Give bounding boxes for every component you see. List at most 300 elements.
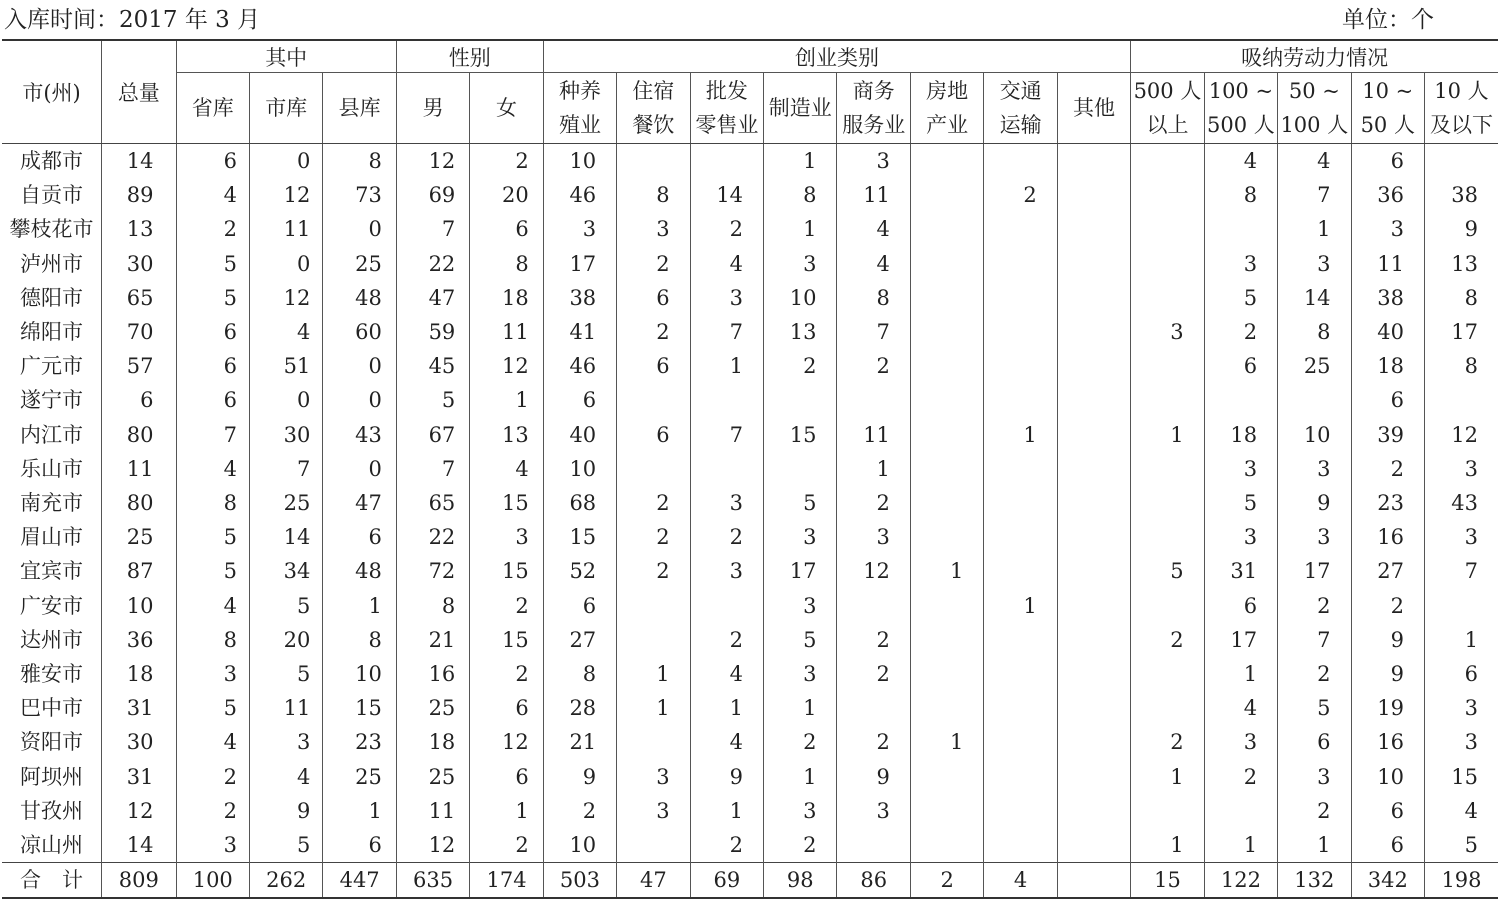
table-cell: 3 bbox=[764, 520, 837, 554]
table-cell: 5 bbox=[1278, 691, 1351, 725]
table-cell: 2 bbox=[176, 794, 249, 828]
table-row bbox=[2, 725, 1498, 759]
city-name: 宜宾市 bbox=[2, 554, 102, 588]
table-cell: 15 bbox=[323, 691, 396, 725]
table-cell: 7 bbox=[396, 212, 469, 246]
table-cell: 80 bbox=[102, 418, 176, 452]
table-cell bbox=[910, 486, 983, 520]
table-cell bbox=[1057, 794, 1130, 828]
table-cell: 6 bbox=[1424, 657, 1498, 691]
city-name: 德阳市 bbox=[2, 281, 102, 315]
table-cell: 39 bbox=[1351, 418, 1424, 452]
table-cell bbox=[617, 589, 690, 623]
table-cell bbox=[1057, 486, 1130, 520]
table-cell: 10 bbox=[543, 828, 616, 863]
table-cell: 4 bbox=[249, 760, 322, 794]
table-cell bbox=[1057, 178, 1130, 212]
table-cell: 16 bbox=[1351, 520, 1424, 554]
table-cell: 5 bbox=[176, 247, 249, 281]
table-cell: 198 bbox=[1424, 863, 1498, 899]
table-cell: 46 bbox=[543, 178, 616, 212]
city-name: 凉山州 bbox=[2, 828, 102, 863]
table-cell: 447 bbox=[323, 863, 396, 899]
table-cell bbox=[1057, 520, 1130, 554]
table-cell: 38 bbox=[543, 281, 616, 315]
table-cell: 635 bbox=[396, 863, 469, 899]
table-cell: 2 bbox=[470, 589, 543, 623]
table-cell: 48 bbox=[323, 554, 396, 588]
table-row bbox=[2, 383, 1498, 417]
table-cell: 41 bbox=[543, 315, 616, 349]
table-cell: 2 bbox=[764, 349, 837, 383]
table-cell: 5 bbox=[249, 589, 322, 623]
table-cell: 60 bbox=[323, 315, 396, 349]
table-cell: 13 bbox=[764, 315, 837, 349]
table-cell: 4 bbox=[470, 452, 543, 486]
table-cell: 3 bbox=[1204, 725, 1277, 759]
table-cell: 38 bbox=[1351, 281, 1424, 315]
table-cell: 15 bbox=[470, 486, 543, 520]
table-body bbox=[2, 144, 1498, 899]
col-labor-100-500: 100 ~ 500 人 bbox=[1204, 73, 1277, 144]
table-cell bbox=[1057, 349, 1130, 383]
table-cell: 23 bbox=[1351, 486, 1424, 520]
col-manufacturing: 制造业 bbox=[764, 73, 837, 144]
table-cell: 4 bbox=[837, 212, 910, 246]
table-row bbox=[2, 657, 1498, 691]
table-row bbox=[2, 554, 1498, 588]
table-cell: 6 bbox=[470, 760, 543, 794]
table-cell: 1 bbox=[837, 452, 910, 486]
table-cell bbox=[984, 760, 1057, 794]
table-cell bbox=[1057, 828, 1130, 863]
table-cell: 13 bbox=[470, 418, 543, 452]
table-cell: 5 bbox=[1131, 554, 1204, 588]
table-cell bbox=[1057, 383, 1130, 417]
table-row bbox=[2, 486, 1498, 520]
table-cell bbox=[984, 247, 1057, 281]
table-cell: 4 bbox=[176, 452, 249, 486]
table-cell: 3 bbox=[617, 794, 690, 828]
table-cell bbox=[984, 486, 1057, 520]
table-cell: 8 bbox=[1204, 178, 1277, 212]
table-cell bbox=[1057, 212, 1130, 246]
city-name: 遂宁市 bbox=[2, 383, 102, 417]
table-cell bbox=[617, 144, 690, 179]
city-name: 内江市 bbox=[2, 418, 102, 452]
table-cell bbox=[1278, 383, 1351, 417]
table-row bbox=[2, 520, 1498, 554]
table-cell bbox=[984, 794, 1057, 828]
table-cell bbox=[617, 828, 690, 863]
table-cell: 2 bbox=[764, 725, 837, 759]
city-name: 巴中市 bbox=[2, 691, 102, 725]
table-cell bbox=[1057, 657, 1130, 691]
table-cell: 2 bbox=[176, 212, 249, 246]
table-cell: 12 bbox=[396, 144, 469, 179]
table-cell: 12 bbox=[249, 281, 322, 315]
col-labor-10-50: 10 ~ 50 人 bbox=[1351, 73, 1424, 144]
table-cell: 1 bbox=[764, 144, 837, 179]
table-cell: 11 bbox=[249, 212, 322, 246]
table-cell: 6 bbox=[176, 144, 249, 179]
table-cell: 9 bbox=[1424, 212, 1498, 246]
table-cell: 72 bbox=[396, 554, 469, 588]
table-cell: 2 bbox=[543, 794, 616, 828]
city-name: 成都市 bbox=[2, 144, 102, 179]
col-wholesale: 批发 零售业 bbox=[690, 73, 763, 144]
table-cell: 2 bbox=[470, 657, 543, 691]
table-cell bbox=[837, 691, 910, 725]
table-cell: 11 bbox=[396, 794, 469, 828]
table-cell: 65 bbox=[102, 281, 176, 315]
table-cell: 3 bbox=[176, 657, 249, 691]
table-cell bbox=[984, 554, 1057, 588]
table-cell: 5 bbox=[176, 281, 249, 315]
table-cell: 10 bbox=[543, 144, 616, 179]
table-cell bbox=[1057, 418, 1130, 452]
table-cell: 17 bbox=[1278, 554, 1351, 588]
city-name: 甘孜州 bbox=[2, 794, 102, 828]
table-cell: 5 bbox=[249, 828, 322, 863]
city-name: 雅安市 bbox=[2, 657, 102, 691]
table-cell: 3 bbox=[1424, 520, 1498, 554]
table-cell bbox=[984, 691, 1057, 725]
table-cell: 5 bbox=[176, 554, 249, 588]
table-cell bbox=[1131, 657, 1204, 691]
table-cell: 1 bbox=[764, 691, 837, 725]
table-cell: 10 bbox=[102, 589, 176, 623]
table-cell bbox=[1131, 178, 1204, 212]
table-cell: 4 bbox=[1278, 144, 1351, 179]
table-cell bbox=[1131, 486, 1204, 520]
table-row bbox=[2, 623, 1498, 657]
table-cell bbox=[910, 315, 983, 349]
table-cell: 2 bbox=[690, 828, 763, 863]
table-row bbox=[2, 691, 1498, 725]
table-cell: 1 bbox=[617, 691, 690, 725]
table-cell: 5 bbox=[1424, 828, 1498, 863]
table-cell bbox=[1131, 589, 1204, 623]
col-lodging: 住宿 餐饮 bbox=[617, 73, 690, 144]
table-cell: 7 bbox=[1424, 554, 1498, 588]
table-cell: 7 bbox=[837, 315, 910, 349]
table-cell: 3 bbox=[617, 212, 690, 246]
table-cell: 31 bbox=[102, 760, 176, 794]
table-cell: 15 bbox=[470, 554, 543, 588]
table-cell: 2 bbox=[764, 828, 837, 863]
group-gender: 性别 bbox=[396, 40, 543, 73]
table-cell: 8 bbox=[837, 281, 910, 315]
table-cell: 8 bbox=[1278, 315, 1351, 349]
table-row bbox=[2, 828, 1498, 863]
table-cell: 2 bbox=[617, 247, 690, 281]
table-cell: 10 bbox=[543, 452, 616, 486]
table-cell: 0 bbox=[323, 349, 396, 383]
table-row bbox=[2, 144, 1498, 179]
table-cell: 2 bbox=[910, 863, 983, 899]
group-of-which: 其中 bbox=[176, 40, 396, 73]
table-cell: 6 bbox=[617, 349, 690, 383]
table-cell bbox=[1131, 452, 1204, 486]
table-cell: 65 bbox=[396, 486, 469, 520]
table-cell: 6 bbox=[617, 281, 690, 315]
table-cell: 8 bbox=[176, 486, 249, 520]
table-cell: 4 bbox=[176, 725, 249, 759]
table-cell: 14 bbox=[249, 520, 322, 554]
table-cell: 9 bbox=[690, 760, 763, 794]
table-cell bbox=[984, 281, 1057, 315]
table-cell: 3 bbox=[1278, 760, 1351, 794]
table-cell: 1 bbox=[1424, 623, 1498, 657]
table-cell bbox=[1131, 794, 1204, 828]
col-farming: 种养 殖业 bbox=[543, 73, 616, 144]
table-cell: 8 bbox=[323, 623, 396, 657]
table-cell bbox=[617, 452, 690, 486]
table-cell: 7 bbox=[249, 452, 322, 486]
col-labor-50-100: 50 ~ 100 人 bbox=[1278, 73, 1351, 144]
table-cell: 8 bbox=[764, 178, 837, 212]
table-cell: 27 bbox=[543, 623, 616, 657]
table-cell: 6 bbox=[1351, 828, 1424, 863]
city-name: 绵阳市 bbox=[2, 315, 102, 349]
table-cell: 5 bbox=[249, 657, 322, 691]
table-cell: 3 bbox=[1424, 691, 1498, 725]
table-cell: 69 bbox=[690, 863, 763, 899]
table-cell: 1 bbox=[323, 589, 396, 623]
table-cell: 13 bbox=[1424, 247, 1498, 281]
table-cell bbox=[617, 623, 690, 657]
table-cell: 6 bbox=[1204, 349, 1277, 383]
table-cell: 25 bbox=[323, 760, 396, 794]
table-cell: 12 bbox=[1424, 418, 1498, 452]
table-cell: 6 bbox=[176, 349, 249, 383]
table-cell: 48 bbox=[323, 281, 396, 315]
table-cell: 68 bbox=[543, 486, 616, 520]
col-total: 总量 bbox=[102, 40, 176, 144]
table-cell: 5 bbox=[1204, 281, 1277, 315]
group-business-type: 创业类别 bbox=[543, 40, 1131, 73]
table-cell: 43 bbox=[323, 418, 396, 452]
table-cell bbox=[764, 452, 837, 486]
table-cell: 3 bbox=[1424, 725, 1498, 759]
total-row bbox=[2, 863, 1498, 899]
table-cell: 14 bbox=[1278, 281, 1351, 315]
table-cell bbox=[1057, 863, 1130, 899]
table-cell: 67 bbox=[396, 418, 469, 452]
col-transport: 交通 运输 bbox=[984, 73, 1057, 144]
table-cell: 86 bbox=[837, 863, 910, 899]
table-cell: 87 bbox=[102, 554, 176, 588]
table-cell: 3 bbox=[690, 281, 763, 315]
group-labor-absorption: 吸纳劳动力情况 bbox=[1131, 40, 1498, 73]
table-cell: 2 bbox=[837, 623, 910, 657]
table-cell: 1 bbox=[910, 725, 983, 759]
table-cell: 10 bbox=[764, 281, 837, 315]
table-cell: 12 bbox=[249, 178, 322, 212]
table-cell bbox=[910, 178, 983, 212]
table-cell: 100 bbox=[176, 863, 249, 899]
table-cell: 12 bbox=[470, 349, 543, 383]
table-cell: 11 bbox=[1351, 247, 1424, 281]
table-cell bbox=[690, 144, 763, 179]
table-cell: 14 bbox=[102, 144, 176, 179]
table-cell: 2 bbox=[617, 486, 690, 520]
table-cell: 59 bbox=[396, 315, 469, 349]
table-cell bbox=[690, 589, 763, 623]
table-cell: 69 bbox=[396, 178, 469, 212]
total-label: 合 计 bbox=[2, 863, 102, 899]
table-cell: 18 bbox=[470, 281, 543, 315]
table-cell: 10 bbox=[1278, 418, 1351, 452]
table-cell: 25 bbox=[1278, 349, 1351, 383]
table-cell: 17 bbox=[1424, 315, 1498, 349]
table-cell bbox=[1131, 212, 1204, 246]
col-real-estate: 房地 产业 bbox=[910, 73, 983, 144]
table-cell: 2 bbox=[837, 486, 910, 520]
table-cell: 5 bbox=[764, 486, 837, 520]
table-cell bbox=[984, 144, 1057, 179]
table-cell: 1 bbox=[910, 554, 983, 588]
table-cell: 4 bbox=[1204, 691, 1277, 725]
table-cell: 1 bbox=[1131, 760, 1204, 794]
table-cell: 174 bbox=[470, 863, 543, 899]
table-cell: 57 bbox=[102, 349, 176, 383]
table-cell bbox=[1131, 281, 1204, 315]
table-cell: 25 bbox=[396, 760, 469, 794]
table-cell: 6 bbox=[323, 520, 396, 554]
table-cell bbox=[837, 589, 910, 623]
table-cell: 1 bbox=[323, 794, 396, 828]
table-cell: 51 bbox=[249, 349, 322, 383]
table-cell: 80 bbox=[102, 486, 176, 520]
table-cell: 1 bbox=[1131, 828, 1204, 863]
table-cell: 2 bbox=[1351, 589, 1424, 623]
table-cell: 1 bbox=[1204, 828, 1277, 863]
table-cell: 7 bbox=[1278, 178, 1351, 212]
table-cell: 15 bbox=[543, 520, 616, 554]
table-cell: 0 bbox=[323, 452, 396, 486]
table-cell: 17 bbox=[764, 554, 837, 588]
table-cell: 8 bbox=[543, 657, 616, 691]
table-cell: 7 bbox=[1278, 623, 1351, 657]
table-cell: 3 bbox=[1351, 212, 1424, 246]
table-cell: 6 bbox=[543, 383, 616, 417]
table-cell: 1 bbox=[1278, 212, 1351, 246]
table-cell: 7 bbox=[690, 315, 763, 349]
table-cell: 3 bbox=[543, 212, 616, 246]
table-cell: 2 bbox=[837, 657, 910, 691]
table-cell: 3 bbox=[1131, 315, 1204, 349]
table-cell: 6 bbox=[1278, 725, 1351, 759]
table-cell: 8 bbox=[323, 144, 396, 179]
table-cell: 3 bbox=[249, 725, 322, 759]
city-name: 乐山市 bbox=[2, 452, 102, 486]
col-municipal: 市库 bbox=[249, 73, 322, 144]
table-cell: 4 bbox=[176, 178, 249, 212]
table-cell: 18 bbox=[1204, 418, 1277, 452]
col-city: 市(州) bbox=[2, 40, 102, 144]
table-cell: 2 bbox=[984, 178, 1057, 212]
table-cell: 25 bbox=[396, 691, 469, 725]
table-cell: 43 bbox=[1424, 486, 1498, 520]
table-cell: 6 bbox=[470, 691, 543, 725]
table-cell bbox=[910, 794, 983, 828]
table-cell: 2 bbox=[690, 520, 763, 554]
table-cell: 38 bbox=[1424, 178, 1498, 212]
table-row bbox=[2, 794, 1498, 828]
table-cell: 45 bbox=[396, 349, 469, 383]
table-cell bbox=[1057, 691, 1130, 725]
table-row bbox=[2, 760, 1498, 794]
table-cell: 9 bbox=[1278, 486, 1351, 520]
table-cell bbox=[910, 452, 983, 486]
table-cell: 503 bbox=[543, 863, 616, 899]
table-cell: 4 bbox=[690, 247, 763, 281]
table-cell: 12 bbox=[470, 725, 543, 759]
table-cell: 3 bbox=[1204, 247, 1277, 281]
table-cell: 6 bbox=[1204, 589, 1277, 623]
table-cell: 15 bbox=[764, 418, 837, 452]
table-cell bbox=[984, 212, 1057, 246]
col-male: 男 bbox=[396, 73, 469, 144]
table-cell: 2 bbox=[837, 725, 910, 759]
city-name: 广元市 bbox=[2, 349, 102, 383]
table-cell: 34 bbox=[249, 554, 322, 588]
table-row bbox=[2, 418, 1498, 452]
table-cell: 2 bbox=[176, 760, 249, 794]
table-cell: 6 bbox=[323, 828, 396, 863]
city-name: 泸州市 bbox=[2, 247, 102, 281]
table-cell: 40 bbox=[543, 418, 616, 452]
table-cell: 30 bbox=[249, 418, 322, 452]
table-cell: 132 bbox=[1278, 863, 1351, 899]
table-cell: 20 bbox=[249, 623, 322, 657]
table-cell bbox=[1424, 383, 1498, 417]
table-cell: 1 bbox=[984, 418, 1057, 452]
table-cell: 6 bbox=[176, 315, 249, 349]
table-cell: 6 bbox=[470, 212, 543, 246]
table-cell bbox=[984, 623, 1057, 657]
table-cell: 7 bbox=[176, 418, 249, 452]
table-cell: 3 bbox=[176, 828, 249, 863]
table-cell bbox=[910, 212, 983, 246]
table-cell: 47 bbox=[323, 486, 396, 520]
table-cell bbox=[910, 349, 983, 383]
table-cell: 2 bbox=[1278, 657, 1351, 691]
table-cell: 11 bbox=[837, 178, 910, 212]
city-name: 南充市 bbox=[2, 486, 102, 520]
table-cell: 5 bbox=[1204, 486, 1277, 520]
table-row bbox=[2, 247, 1498, 281]
table-cell: 21 bbox=[543, 725, 616, 759]
table-cell: 8 bbox=[176, 623, 249, 657]
table-cell: 52 bbox=[543, 554, 616, 588]
table-cell bbox=[910, 760, 983, 794]
table-cell: 10 bbox=[1351, 760, 1424, 794]
table-cell: 5 bbox=[176, 691, 249, 725]
table-cell: 1 bbox=[617, 657, 690, 691]
city-name: 阿坝州 bbox=[2, 760, 102, 794]
table-cell: 3 bbox=[617, 760, 690, 794]
col-labor-500: 500 人 以上 bbox=[1131, 73, 1204, 144]
table-cell: 23 bbox=[323, 725, 396, 759]
table-cell: 27 bbox=[1351, 554, 1424, 588]
table-cell: 22 bbox=[396, 520, 469, 554]
table-cell: 47 bbox=[617, 863, 690, 899]
table-cell bbox=[617, 383, 690, 417]
table-cell: 5 bbox=[176, 520, 249, 554]
